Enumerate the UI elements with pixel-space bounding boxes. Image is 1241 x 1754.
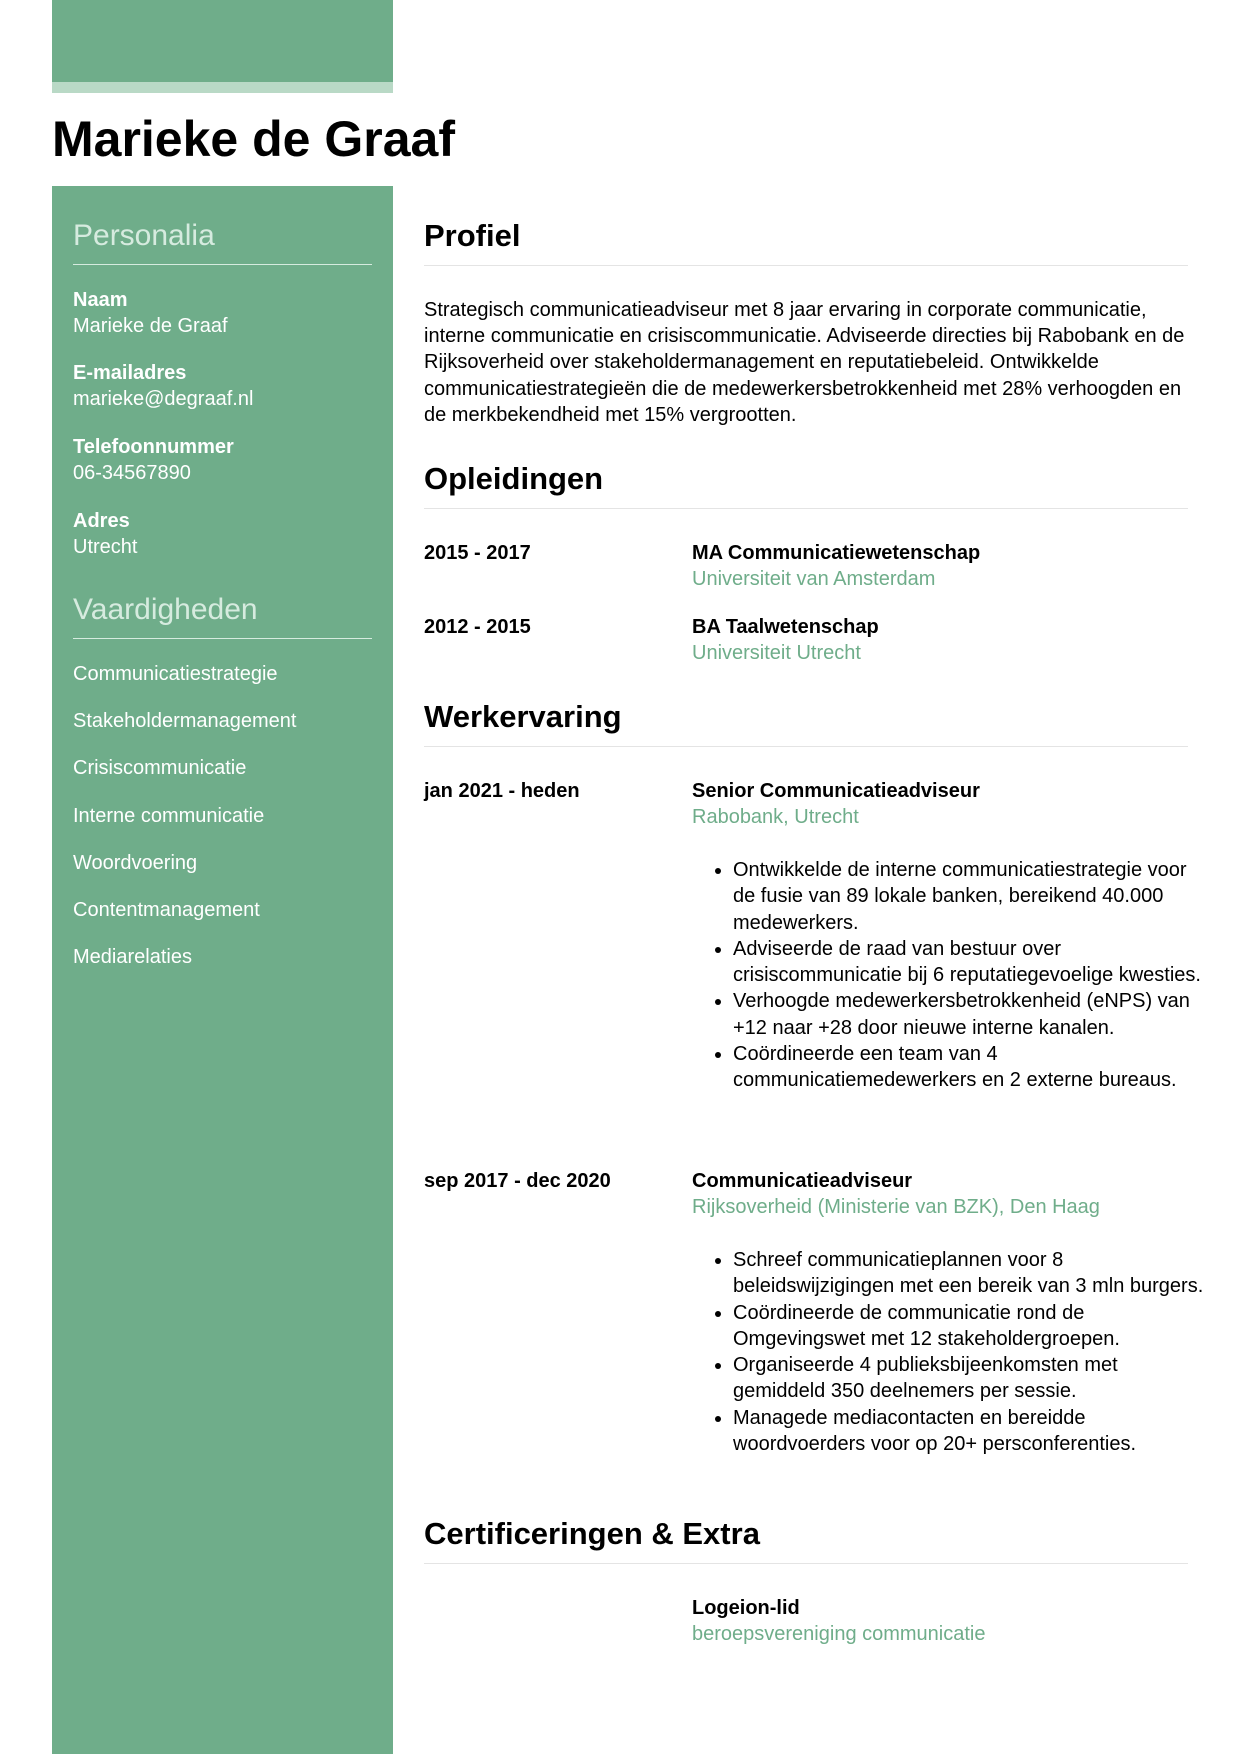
field-label: Telefoonnummer (73, 436, 234, 458)
sidebar (52, 186, 393, 1754)
profile-heading: Profiel (424, 216, 1188, 266)
skill-item: Communicatiestrategie (73, 663, 278, 685)
field-label: E-mailadres (73, 362, 187, 384)
skill-item: Interne communicatie (73, 805, 265, 827)
field-value: marieke@degraaf.nl (73, 388, 254, 410)
education-institution: Universiteit van Amsterdam (692, 568, 936, 590)
field-label: Naam (73, 289, 128, 311)
achievement-item: • Coördineerde een team van 4 communicatiemedewerkers en 2 externe bureaus. (733, 1041, 1213, 1094)
achievement-item: • Managede mediacontacten en bereidde woordvoerders voor op 20+ persconferenties. (733, 1405, 1213, 1458)
job-period: jan 2021 - heden (424, 780, 580, 802)
candidate-name: Marieke de Graaf (52, 111, 455, 167)
job-employer: Rijksoverheid (Ministerie van BZK), Den Haag (692, 1196, 1100, 1218)
field-email (73, 360, 373, 412)
extra-heading: Certificeringen & Extra (424, 1514, 1188, 1564)
achievement-item: • Adviseerde de raad van bestuur over crisiscommunicatie bij 6 reputatiegevoelige kwesties. (733, 936, 1213, 989)
skill-item: Crisiscommunicatie (73, 757, 247, 779)
education-period: 2015 - 2017 (424, 542, 531, 564)
extra-subtitle: beroepsvereniging communicatie (692, 1623, 986, 1645)
job-employer: Rabobank, Utrecht (692, 806, 859, 828)
achievement-item: • Verhoogde medewerkersbetrokkenheid (eNPS) van +12 naar +28 door nieuwe interne kanalen. (733, 988, 1213, 1041)
field-value: Utrecht (73, 536, 138, 558)
job-title: Communicatieadviseur (692, 1170, 913, 1192)
job-title: Senior Communicatieadviseur (692, 780, 980, 802)
field-value: 06-34567890 (73, 462, 191, 484)
job-period: sep 2017 - dec 2020 (424, 1170, 611, 1192)
field-label: Adres (73, 510, 130, 532)
achievement-item: • Schreef communicatieplannen voor 8 beleidswijzigingen met een bereik van 3 mln burgers. (733, 1247, 1213, 1300)
job-achievements (692, 1247, 1213, 1457)
profile-text: Strategisch communicatieadviseur met 8 jaar ervaring in corporate communicatie, interne communicatie en crisiscommunicatie. Adviseerde directies bij Rabobank en de Rijksoverheid over stakeholdermanagement en reputatiebeleid. Ontwikkelde communicatiestrategieën die de medewerkersbetrokkenheid met 28% verhoogden en de merkbekendheid met 15% vergrootten. (424, 299, 1185, 426)
education-title: MA Communicatiewetenschap (692, 542, 981, 564)
extra-title: Logeion-lid (692, 1597, 800, 1619)
skill-item: Mediarelaties (73, 946, 192, 968)
field-name (73, 287, 373, 339)
skill-item: Woordvoering (73, 852, 198, 874)
achievement-item: • Ontwikkelde de interne communicatiestrategie voor de fusie van 89 lokale banken, bereikend 40.000 medewerkers. (733, 857, 1213, 936)
experience-heading: Werkervaring (424, 697, 1188, 747)
field-value: Marieke de Graaf (73, 315, 228, 337)
education-institution: Universiteit Utrecht (692, 642, 861, 664)
header-accent-stripe (52, 82, 393, 93)
job-achievements (692, 857, 1213, 1094)
achievement-item: • Organiseerde 4 publieksbijeenkomsten met gemiddeld 350 deelnemers per sessie. (733, 1352, 1213, 1405)
education-period: 2012 - 2015 (424, 616, 531, 638)
field-phone (73, 434, 373, 486)
education-heading: Opleidingen (424, 459, 1188, 509)
skills-heading: Vaardigheden (73, 590, 372, 639)
skill-item: Contentmanagement (73, 899, 260, 921)
achievement-item: • Coördineerde de communicatie rond de Omgevingswet met 12 stakeholdergroepen. (733, 1300, 1213, 1353)
skill-item: Stakeholdermanagement (73, 710, 297, 732)
education-title: BA Taalwetenschap (692, 616, 879, 638)
personalia-heading: Personalia (73, 216, 372, 265)
header-color-band (52, 0, 393, 82)
field-address (73, 508, 373, 560)
